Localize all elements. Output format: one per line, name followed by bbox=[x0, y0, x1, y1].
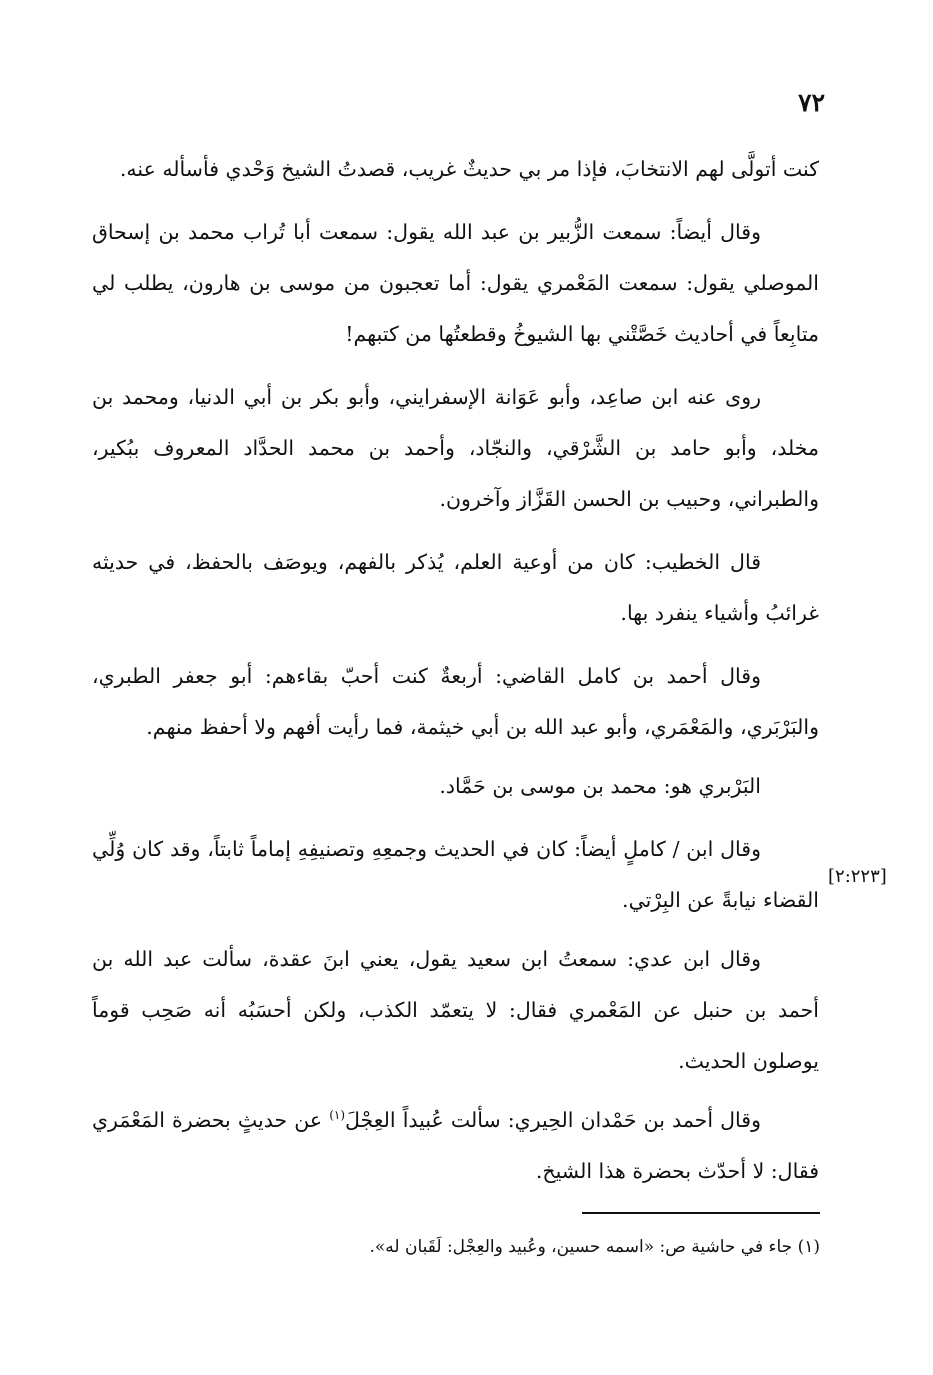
paragraph-narrators: روى عنه ابن صاعِد، وأبو عَوَانة الإسفرايني، وأبو بكر بن أبي الدنيا، ومحمد بن مخلد، وأبو حامد بن الشَّرْقي، والنجّاد، وأحمد بن محمد الحدَّاد المعروف ببُكير، والطبراني، وحبيب بن الحسن القَزَّاز وآخرون. bbox=[92, 385, 819, 511]
paragraph-ibn-kamil: وقال ابن / كاملٍ أيضاً: كان في الحديث وجمعِهِ وتصنيفِهِ إماماً ثابتاً، وقد كان وُلِّي القضاء نيابةً عن البِرْتي. bbox=[92, 837, 819, 912]
paragraph-khatib: قال الخطيب: كان من أوعية العلم، يُذكر بالفهم، ويوصَف بالحفظ، في حديثه غرائبُ وأشياء ينفرد بها. bbox=[92, 550, 819, 625]
paragraph-hiri-end: عن حديثٍ بحضرة المَعْمَري فقال: لا أحدّث بحضرة هذا الشيخ. bbox=[92, 1108, 819, 1183]
paragraph-continuation: كنت أتولَّى لهم الانتخابَ، فإذا مر بي حديثٌ غريب، قصدتُ الشيخ وَحْدي فأسأله عنه. bbox=[119, 157, 819, 181]
page-number: ٧٢ bbox=[798, 88, 825, 117]
footnote: (١) جاء في حاشية ص: «اسمه حسين، وعُبيد والعِجْل: لَقَبان له». bbox=[369, 1237, 820, 1257]
margin-reference: [٢:٢٢٣] bbox=[828, 866, 887, 887]
paragraph-zubayr: وقال أيضاً: سمعت الزُّبير بن عبد الله يقول: سمعت أبا تُراب محمد بن إسحاق الموصلي يقول: سمعت المَعْمري يقول: أما تعجبون من موسى بن هارون، يطلب لي متابِعاً في أحاديث خَصَّتْني بها الشيوخُ وقطعتُها من كتبهم! bbox=[92, 220, 819, 346]
paragraph-ahmad-kamil: وقال أحمد بن كامل القاضي: أربعةٌ كنت أحبّ بقاءهم: أبو جعفر الطبري، والبَرْبَري، والمَعْمَري، وأبو عبد الله بن أبي خيثمة، فما رأيت أفهم ولا أحفظ منهم. bbox=[92, 664, 819, 739]
paragraph-ibn-adi: وقال ابن عدي: سمعتُ ابن سعيد يقول، يعني ابنَ عقدة، سألت عبد الله بن أحمد بن حنبل عن المَعْمري فقال: لا يتعمّد الكذب، ولكن أحسَبُه أنه صَحِب قوماً يوصلون الحديث. bbox=[92, 947, 819, 1073]
footnote-divider bbox=[582, 1212, 820, 1214]
main-text bbox=[92, 144, 819, 1209]
paragraph-hiri-start: وقال أحمد بن حَمْدان الحِيري: سألت عُبيداً العِجْلَ bbox=[345, 1108, 761, 1132]
paragraph-hiri bbox=[92, 1095, 819, 1197]
footnote-marker[interactable]: (١) bbox=[329, 1108, 346, 1123]
paragraph-barbari: البَرْبري هو: محمد بن موسى بن حَمَّاد. bbox=[439, 774, 761, 798]
